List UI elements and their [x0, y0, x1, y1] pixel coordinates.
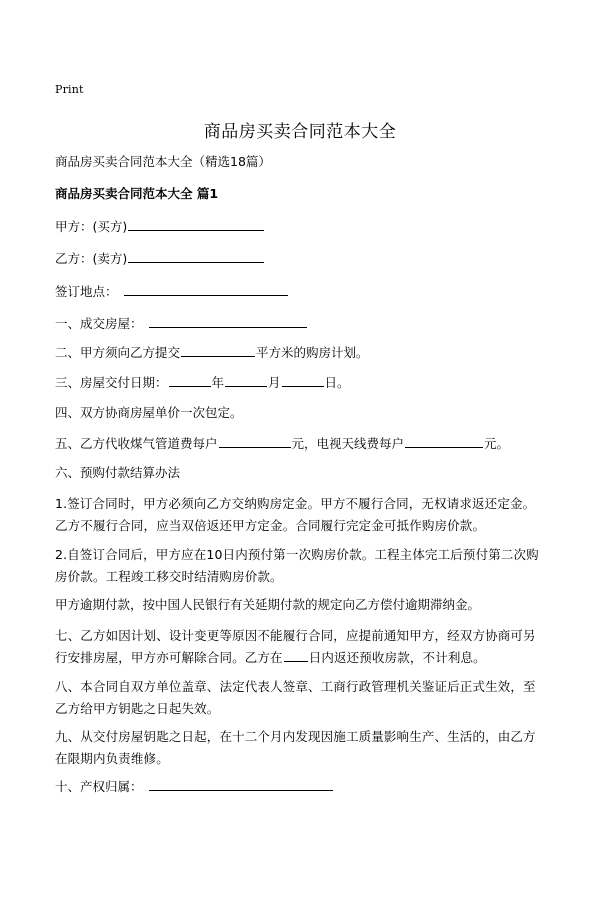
clause-5: [55, 433, 509, 455]
party-b-line: [55, 248, 265, 270]
clause-3: [55, 372, 350, 394]
clause-2: [55, 342, 369, 364]
payment-item-2: 2.自签订合同后，甲方应在10日内预付第一次购房价款。工程主体完工后预付第二次购房价款。工程竣工移交时结清购房价款。: [55, 547, 539, 584]
clause-5-before: 五、乙方代收煤气管道费每户: [55, 436, 218, 451]
clause-5-mid: 元，电视天线费每户: [291, 436, 405, 451]
clause-10: [55, 776, 334, 798]
clause-10-blank: [149, 776, 333, 791]
clause-6: 六、预购付款结算办法: [55, 465, 181, 480]
payment-item-1: 1.签订合同时，甲方必须向乙方交纳购房定金。甲方不履行合同，无权请求返还定金。乙方不履行合同，应当双倍返还甲方定金。合同履行完定金可抵作购房价款。: [55, 496, 536, 533]
clause-3-year-blank: [169, 372, 211, 387]
overdue-payment: 甲方逾期付款，按中国人民银行有关延期付款的规定向乙方偿付逾期滞纳金。: [55, 597, 481, 612]
document-title: 商品房买卖合同范本大全: [203, 122, 397, 142]
party-b-blank: [128, 248, 264, 263]
sign-place-blank: [124, 281, 288, 296]
clause-1-blank: [149, 313, 307, 328]
clause-2-before: 二、甲方须向乙方提交: [55, 345, 181, 360]
party-b-role: (卖方): [92, 251, 128, 266]
party-a-label: 甲方：: [55, 219, 93, 234]
clause-3-day-blank: [282, 372, 324, 387]
clause-3-before: 三、房屋交付日期：: [55, 375, 168, 390]
party-a-line: [55, 216, 265, 238]
clause-7-after: 日内返还预收房款，不计利息。: [308, 650, 486, 665]
clause-2-after: 平方米的购房计划。: [256, 345, 369, 360]
clause-2-blank: [181, 342, 255, 357]
clause-1: [55, 313, 308, 335]
clause-10-text: 十、产权归属：: [55, 779, 143, 794]
clause-9: 九、从交付房屋钥匙之日起，在十二个月内发现因施工质量影响生产、生活的，由乙方在限期内负责维修。: [55, 729, 536, 766]
document-subtitle: 商品房买卖合同范本大全（精选18篇）: [55, 154, 271, 169]
clause-7-blank: [284, 647, 308, 662]
party-b-label: 乙方：: [55, 251, 93, 266]
sign-place-line: [55, 281, 289, 303]
clause-7-before: 七、乙方如因计划、设计变更等原因不能履行合同，应提前通知甲方，经双方协商可另行安排房屋，甲方亦可解除合同。乙方在: [55, 628, 536, 665]
party-a-blank: [128, 216, 264, 231]
section-heading: 商品房买卖合同范本大全 篇1: [55, 186, 219, 201]
clause-8: 八、本合同自双方单位盖章、法定代表人签章、工商行政管理机关鉴证后正式生效，至乙方给甲方钥匙之日起失效。: [55, 679, 536, 716]
clause-3-day: 日。: [324, 375, 350, 390]
clause-4: 四、双方协商房屋单价一次包定。: [55, 405, 243, 420]
clause-3-month-blank: [225, 372, 267, 387]
sign-place-label: 签订地点：: [55, 284, 118, 299]
clause-5-after: 元。: [484, 436, 510, 451]
clause-5-blank-1: [219, 433, 291, 448]
clause-7: [55, 625, 547, 669]
party-a-role: (买方): [92, 219, 128, 234]
clause-5-blank-2: [405, 433, 483, 448]
clause-1-text: 一、成交房屋：: [55, 316, 143, 331]
print-label: Print: [55, 83, 84, 96]
clause-3-month: 月: [268, 375, 281, 390]
clause-3-year: 年: [211, 375, 225, 390]
